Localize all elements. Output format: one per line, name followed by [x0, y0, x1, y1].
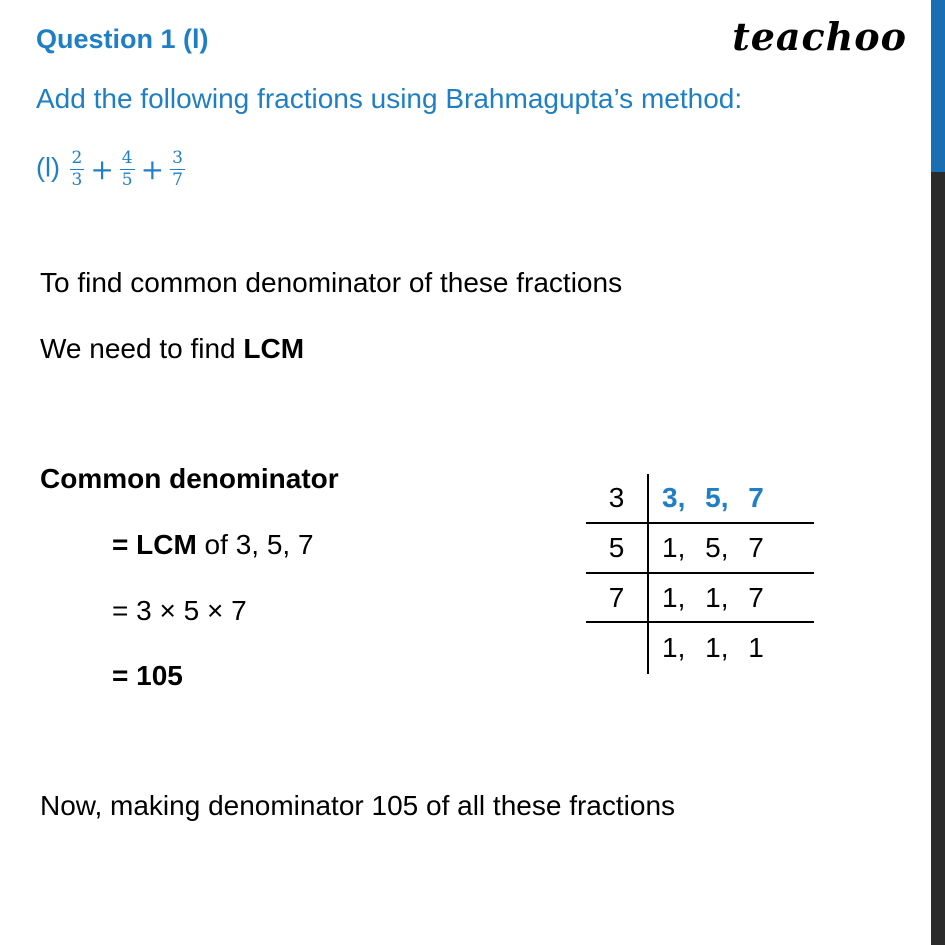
fraction-2-numerator: 4 — [121, 148, 133, 168]
lcm-division-table — [586, 474, 814, 674]
table-vertical-line — [647, 474, 649, 674]
plus-sign: + — [90, 153, 114, 186]
right-sidebar-accent — [931, 0, 945, 172]
table-row-divider — [586, 522, 814, 524]
teachoo-logo: teachoo — [732, 14, 907, 59]
fraction-1-denominator: 3 — [71, 170, 83, 190]
fraction-3 — [170, 148, 185, 191]
lcm-need-line — [40, 333, 304, 365]
fraction-3-numerator: 3 — [172, 148, 183, 168]
values-cell: 3, 5, 7 — [662, 482, 764, 513]
lcm-need-prefix: We need to find — [40, 333, 244, 364]
fraction-2 — [120, 148, 135, 191]
fraction-1 — [70, 148, 85, 191]
lcm-need-bold: LCM — [243, 333, 305, 364]
table-row-divider — [586, 621, 814, 623]
table-row-divider — [586, 572, 814, 574]
values-cell: 1, 1, 7 — [662, 582, 764, 613]
values-cell: 1, 1, 1 — [662, 632, 764, 663]
question-text: Add the following fractions using Brahmagupta’s method: — [36, 83, 743, 114]
closing-line: Now, making denominator 105 of all these fractions — [40, 790, 676, 821]
question-title: Question 1 (l) — [36, 24, 209, 54]
fraction-1-numerator: 2 — [71, 148, 83, 168]
step-result: = 105 — [112, 660, 183, 691]
question-part — [36, 148, 187, 191]
divisor-cell: 3 — [608, 482, 625, 513]
divisor-cell: 7 — [608, 582, 625, 613]
fraction-2-denominator: 5 — [121, 170, 133, 190]
divisor-cell: 5 — [608, 532, 625, 563]
step-lcm-rest: of 3, 5, 7 — [196, 529, 314, 560]
step-product: = 3 × 5 × 7 — [112, 595, 247, 626]
values-cell: 1, 5, 7 — [662, 532, 764, 563]
part-label: (l) — [36, 152, 60, 183]
plus-sign: + — [140, 153, 165, 186]
intro-line: To find common denominator of these fractions — [40, 267, 623, 298]
step-lcm-bold: = LCM — [112, 529, 197, 560]
step-lcm-of — [112, 529, 314, 561]
common-denominator-heading: Common denominator — [40, 463, 339, 494]
fraction-3-denominator: 7 — [172, 170, 183, 190]
